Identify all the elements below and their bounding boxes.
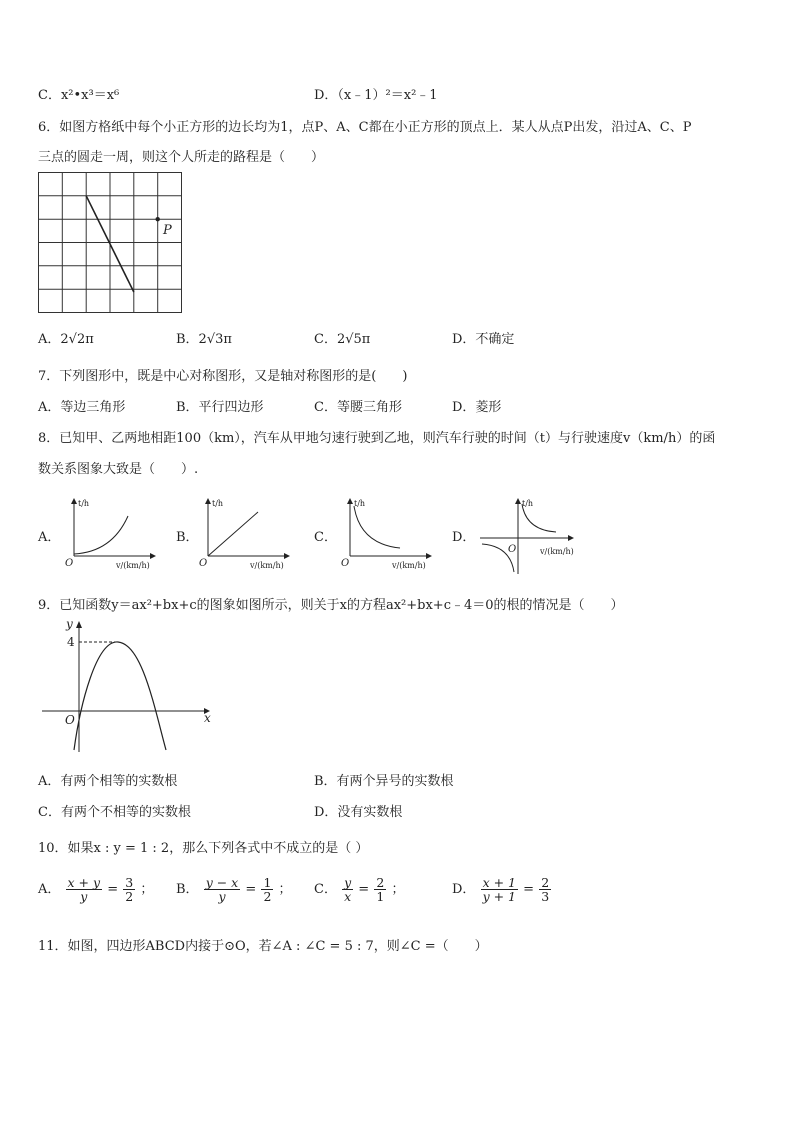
q9-option-c: C．有两个不相等的实数根 xyxy=(38,805,191,820)
svg-text:v/(km/h): v/(km/h) xyxy=(540,547,574,556)
q8-option-b: B． xyxy=(176,530,199,545)
q9-parabola-curve xyxy=(74,642,166,750)
q7-option-a: A．等边三角形 xyxy=(38,400,126,415)
q6-stem-line2: 三点的圆走一周，则这个人所走的路程是（ ） xyxy=(38,150,325,165)
q10-option-d: D． $\frac{x + 1}{y + 1}$ = $\frac{2}{3}$ xyxy=(452,875,550,905)
svg-text:4: 4 xyxy=(67,635,75,649)
svg-text:O: O xyxy=(199,558,208,569)
q8-option-d: D． xyxy=(452,530,476,545)
q8-graph-c xyxy=(338,494,438,574)
svg-text:y: y xyxy=(66,617,73,631)
svg-text:t/h: t/h xyxy=(354,499,366,508)
q6-option-b: B．2√3π xyxy=(176,332,232,347)
q8-graph-b xyxy=(196,494,296,574)
svg-text:x: x xyxy=(204,711,211,725)
svg-text:t/h: t/h xyxy=(212,499,224,508)
q7-option-c: C．等腰三角形 xyxy=(314,400,402,415)
svg-text:O: O xyxy=(341,558,350,569)
svg-text:O: O xyxy=(65,558,74,569)
q6-stem-line1: 6．如图方格纸中每个小正方形的边长均为1，点P、A、C都在小正方形的顶点上．某人从点P出发，沿过A、C、P xyxy=(38,120,692,135)
q9-parabola-graph xyxy=(38,616,218,756)
q6-point-p-label: P xyxy=(163,223,172,238)
q9-option-d: D．没有实数根 xyxy=(314,805,403,820)
q5-option-c: C．x²•x³＝x⁶ xyxy=(38,88,120,103)
q5-option-d: D．（x﹣1）²＝x²﹣1 xyxy=(314,88,438,103)
q6-grid-figure xyxy=(36,170,186,316)
q6-option-d: D．不确定 xyxy=(452,332,515,347)
q10-option-b: B． $\frac{y - x}{y}$ = $\frac{1}{2}$ ； xyxy=(176,875,292,905)
q9-option-b: B．有两个异号的实数根 xyxy=(314,774,454,789)
q8-stem-line1: 8．已知甲、乙两地相距100（km），汽车从甲地匀速行驶到乙地，则汽车行驶的时间（t）与行驶速度v（km/h）的函 xyxy=(38,431,716,446)
q8-graph-d xyxy=(476,494,586,578)
svg-text:O: O xyxy=(508,544,517,555)
q7-option-b: B．平行四边形 xyxy=(176,400,264,415)
q6-point-p xyxy=(156,217,160,221)
q10-stem: 10．如果x : y = 1 : 2，那么下列各式中不成立的是（ ） xyxy=(38,841,369,856)
q9-stem: 9．已知函数y＝ax²+bx+c的图象如图所示，则关于x的方程ax²+bx+c﹣4＝0的根的情况是（ ） xyxy=(38,598,624,613)
q6-option-c: C．2√5π xyxy=(314,332,371,347)
q11-stem: 11．如图，四边形ABCD内接于⊙O，若∠A : ∠C = 5 : 7，则∠C =（ ） xyxy=(38,939,488,954)
svg-text:O: O xyxy=(65,713,75,727)
q10-option-c: C． $\frac{y}{x}$ = $\frac{2}{1}$ ； xyxy=(314,875,405,905)
q6-option-a: A．2√2π xyxy=(38,332,94,347)
q8-option-c: C． xyxy=(314,530,337,545)
svg-text:t/h: t/h xyxy=(522,499,534,508)
q8-graph-a xyxy=(62,494,162,574)
q7-option-d: D．菱形 xyxy=(452,400,502,415)
q8-stem-line2: 数关系图象大致是（ ）. xyxy=(38,462,199,477)
q10-option-a: A． $\frac{x + y}{y}$ = $\frac{3}{2}$ ； xyxy=(38,875,154,905)
svg-text:t/h: t/h xyxy=(78,499,90,508)
q7-stem: 7．下列图形中，既是中心对称图形，又是轴对称图形的是( ) xyxy=(38,369,408,384)
q8-option-a: A． xyxy=(38,530,61,545)
svg-text:v/(km/h): v/(km/h) xyxy=(116,561,150,570)
svg-text:v/(km/h): v/(km/h) xyxy=(250,561,284,570)
q9-option-a: A．有两个相等的实数根 xyxy=(38,774,178,789)
svg-text:v/(km/h): v/(km/h) xyxy=(392,561,426,570)
